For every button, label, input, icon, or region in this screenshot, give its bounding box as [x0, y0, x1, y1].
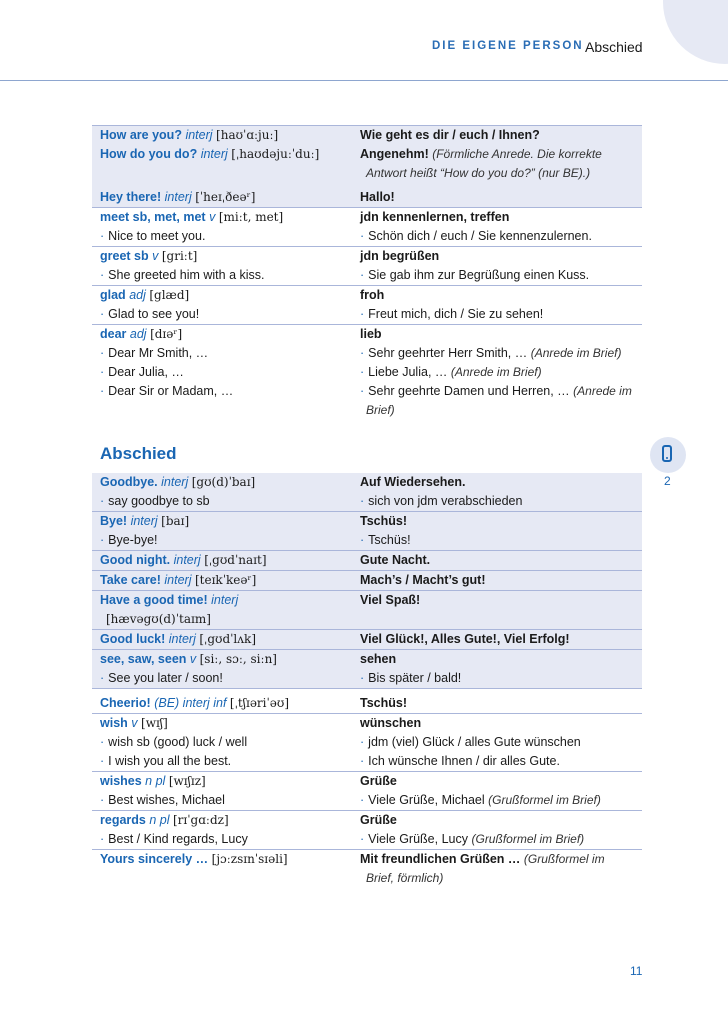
phonetic: [jɔːzsɪnˈsɪəli] [211, 852, 288, 866]
grammar-label: interj [168, 632, 196, 646]
grammar-label: (BE) interj inf [154, 696, 227, 710]
example: Glad to see you! [108, 307, 200, 321]
example: Nice to meet you. [108, 229, 206, 243]
table-row [92, 591, 642, 630]
example: Sehr geehrte Damen und Herren, … [368, 384, 570, 398]
headword: wish [100, 716, 128, 730]
table-row: wishes n pl [wɪʃɪz] · Best wishes, Michael Grüße · Viele Grüße, Michael (Grußformel im Brief) [92, 772, 642, 811]
table-row: dear adj [dɪəʳ] · Dear Mr Smith, … · Dear Julia, … · Dear Sir or Madam, … lieb · Sehr geehrter Herr Smith, … (Anrede im Brief) · Liebe Julia, … (Anrede im Brief) · Sehr geehrte Damen und Herren, … (Anrede im Brief) [92, 325, 642, 420]
translation: Gute Nacht. [360, 553, 431, 567]
usage-note: Brief, förmlich) [366, 871, 444, 885]
translation: wünschen [360, 716, 422, 730]
table-row: glad adj [glæd] · Glad to see you! froh · Freut mich, dich / Sie zu sehen! [92, 286, 642, 325]
phonetic: [hævəgʊ(d)ˈtaɪm] [106, 612, 211, 626]
table-row: regards n pl [rɪˈgɑːdz] · Best / Kind regards, Lucy Grüße · Viele Grüße, Lucy (Grußformel im Brief) [92, 811, 642, 850]
grammar-label: interj [161, 475, 189, 489]
headword: Take care! [100, 573, 161, 587]
table-row: see, saw, seen v [siː, sɔː, siːn] · See you later / soon! sehen · Bis später / bald! [92, 650, 642, 689]
chapter-header: Abschied [585, 39, 643, 55]
grammar-label: v [209, 210, 216, 224]
headword: Yours sincerely … [100, 852, 209, 866]
translation: froh [360, 288, 385, 302]
headword: Have a good time! [100, 593, 208, 607]
translation: Hallo! [360, 190, 395, 204]
phonetic: [gʊ(d)ˈbaɪ] [191, 475, 256, 489]
example: Dear Mr Smith, … [108, 346, 209, 360]
phonetic: [wɪʃɪz] [168, 774, 206, 788]
translation: Tschüs! [360, 696, 407, 710]
translation: Viel Spaß! [360, 593, 421, 607]
headword: Good luck! [100, 632, 166, 646]
translation: lieb [360, 327, 382, 341]
phonetic: [wɪʃ] [141, 716, 168, 730]
phonetic: [ˈheɪˌðeəʳ] [195, 190, 256, 204]
headword: dear [100, 327, 127, 341]
table-row [92, 689, 642, 714]
table-row: Bye! interj [baɪ] · Bye-bye! Tschüs! · Tschüs! [92, 512, 642, 551]
usage-note: (Anrede im [573, 384, 632, 398]
translation: Mach’s / Macht’s gut! [360, 573, 486, 587]
grammar-label: adj [129, 288, 146, 302]
table-row [92, 183, 642, 208]
usage-note: (Förmliche Anrede. Die korrekte [432, 147, 602, 161]
usage-note: (Anrede im Brief) [530, 346, 622, 360]
translation: Grüße [360, 813, 397, 827]
phone-icon [662, 445, 672, 462]
chapter-tab-number: 2 [664, 474, 671, 488]
usage-note: (Grußformel im Brief) [488, 793, 601, 807]
phonetic: [dɪəʳ] [150, 327, 183, 341]
headword: meet sb, met, met [100, 210, 206, 224]
example: See you later / soon! [108, 671, 223, 685]
grammar-label: v [152, 249, 159, 263]
phonetic: [siː, sɔː, siːn] [199, 652, 277, 666]
phonetic: [teɪkˈkeəʳ] [194, 573, 257, 587]
usage-note: (Grußformel im Brief) [471, 832, 585, 846]
phonetic: [baɪ] [161, 514, 190, 528]
translation: jdn begrüßen [360, 249, 440, 263]
example: Sehr geehrter Herr Smith, … [368, 346, 528, 360]
headword: Hey there! [100, 190, 162, 204]
grammar-label: v [189, 652, 197, 666]
grammar-label: interj [173, 553, 201, 567]
example: Dear Sir or Madam, … [108, 384, 234, 398]
table-row [92, 850, 642, 888]
grammar-label: v [131, 716, 138, 730]
grammar-label: interj [130, 514, 158, 528]
section-title: Abschied [100, 444, 177, 463]
translation: jdn kennenlernen, treffen [360, 210, 510, 224]
table-row [92, 571, 642, 591]
example: Viele Grüße, Michael [368, 793, 485, 807]
page-number: 11 [630, 964, 643, 978]
table-row: greet sb v [griːt] · She greeted him with a kiss. jdn begrüßen · Sie gab ihm zur Begrüßung einen Kuss. [92, 247, 642, 286]
grammar-label: interj [185, 128, 213, 142]
example: Tschüs! [368, 533, 411, 547]
headword: Bye! [100, 514, 128, 528]
corner-decoration [663, 0, 728, 64]
phonetic: [ˌtʃɪəriˈəʊ] [229, 696, 290, 710]
vocab-table-greetings [92, 125, 642, 420]
usage-note: (Grußformel im [523, 852, 605, 866]
table-row: meet sb, met, met v [miːt, met] · Nice to meet you. jdn kennenlernen, treffen · Schön dich / euch / Sie kennenzulernen. [92, 208, 642, 247]
example: Bis später / bald! [368, 671, 462, 685]
table-row: Goodbye. interj [gʊ(d)ˈbaɪ] · say goodbye to sb Auf Wiedersehen. · sich von jdm verabschieden [92, 473, 642, 512]
table-row [92, 125, 642, 183]
translation: sehen [360, 652, 397, 666]
translation: Angenehm! [360, 147, 429, 161]
table-row [92, 630, 642, 650]
example: jdm (viel) Glück / alles Gute wünschen [368, 735, 581, 749]
phonetic: [ˌgʊdˈlʌk] [199, 632, 256, 646]
example: Ich wünsche Ihnen / dir alles Gute. [368, 754, 560, 768]
translation: Wie geht es dir / euch / Ihnen? [360, 128, 540, 142]
phonetic: [miːt, met] [218, 210, 284, 224]
headword: Goodbye. [100, 475, 158, 489]
table-row: wish v [wɪʃ] · wish sb (good) luck / well · I wish you all the best. wünschen · jdm (viel) Glück / alles Gute wünschen · Ich wünsche Ihnen / dir alles Gute. [92, 714, 642, 772]
headword: see, saw, seen [100, 652, 187, 666]
headword: Cheerio! [100, 696, 151, 710]
translation: Viel Glück!, Alles Gute!, Viel Erfolg! [360, 632, 570, 646]
example: Freut mich, dich / Sie zu sehen! [368, 307, 544, 321]
headword: How are you? [100, 128, 182, 142]
usage-note: (Anrede im Brief) [450, 365, 542, 379]
headword: greet sb [100, 249, 149, 263]
phonetic: [rɪˈgɑːdz] [172, 813, 229, 827]
phonetic: [haʊˈɑːjuː] [216, 128, 279, 142]
header-divider [0, 80, 728, 81]
example: say goodbye to sb [108, 494, 210, 508]
grammar-label: interj [164, 190, 192, 204]
phonetic: [griːt] [161, 249, 198, 263]
grammar-label: adj [129, 327, 147, 341]
usage-note: Antwort heißt “How do you do?” (nur BE).) [366, 166, 591, 180]
headword: Good night. [100, 553, 171, 567]
headword: wishes [100, 774, 142, 788]
translation: Grüße [360, 774, 397, 788]
phonetic: [ˌhaʊdəjuːˈduː] [231, 147, 320, 161]
example: Best / Kind regards, Lucy [108, 832, 248, 846]
example: wish sb (good) luck / well [108, 735, 248, 749]
headword: regards [100, 813, 146, 827]
example: Bye-bye! [108, 533, 158, 547]
translation: Mit freundlichen Grüßen … [360, 852, 521, 866]
chapter-tab[interactable] [650, 437, 686, 473]
table-row [92, 551, 642, 571]
example: I wish you all the best. [108, 754, 232, 768]
section-header: DIE EIGENE PERSON [432, 40, 584, 52]
example: Sie gab ihm zur Begrüßung einen Kuss. [368, 268, 590, 282]
vocab-table-farewell [92, 473, 642, 888]
phonetic: [glæd] [149, 288, 190, 302]
headword: How do you do? [100, 147, 198, 161]
example: Liebe Julia, … [368, 365, 448, 379]
grammar-label: interj [200, 147, 228, 161]
grammar-label: interj [164, 573, 192, 587]
grammar-label: n pl [145, 774, 166, 788]
translation: Tschüs! [360, 514, 407, 528]
example: She greeted him with a kiss. [108, 268, 265, 282]
example: sich von jdm verabschieden [368, 494, 523, 508]
example: Dear Julia, … [108, 365, 184, 379]
example: Best wishes, Michael [108, 793, 225, 807]
grammar-label: interj [211, 593, 239, 607]
grammar-label: n pl [149, 813, 170, 827]
headword: glad [100, 288, 126, 302]
example: Viele Grüße, Lucy [368, 832, 468, 846]
phonetic: [ˌgʊdˈnaɪt] [204, 553, 267, 567]
example: Schön dich / euch / Sie kennenzulernen. [368, 229, 592, 243]
usage-note: Brief) [366, 403, 395, 417]
translation: Auf Wiedersehen. [360, 475, 466, 489]
